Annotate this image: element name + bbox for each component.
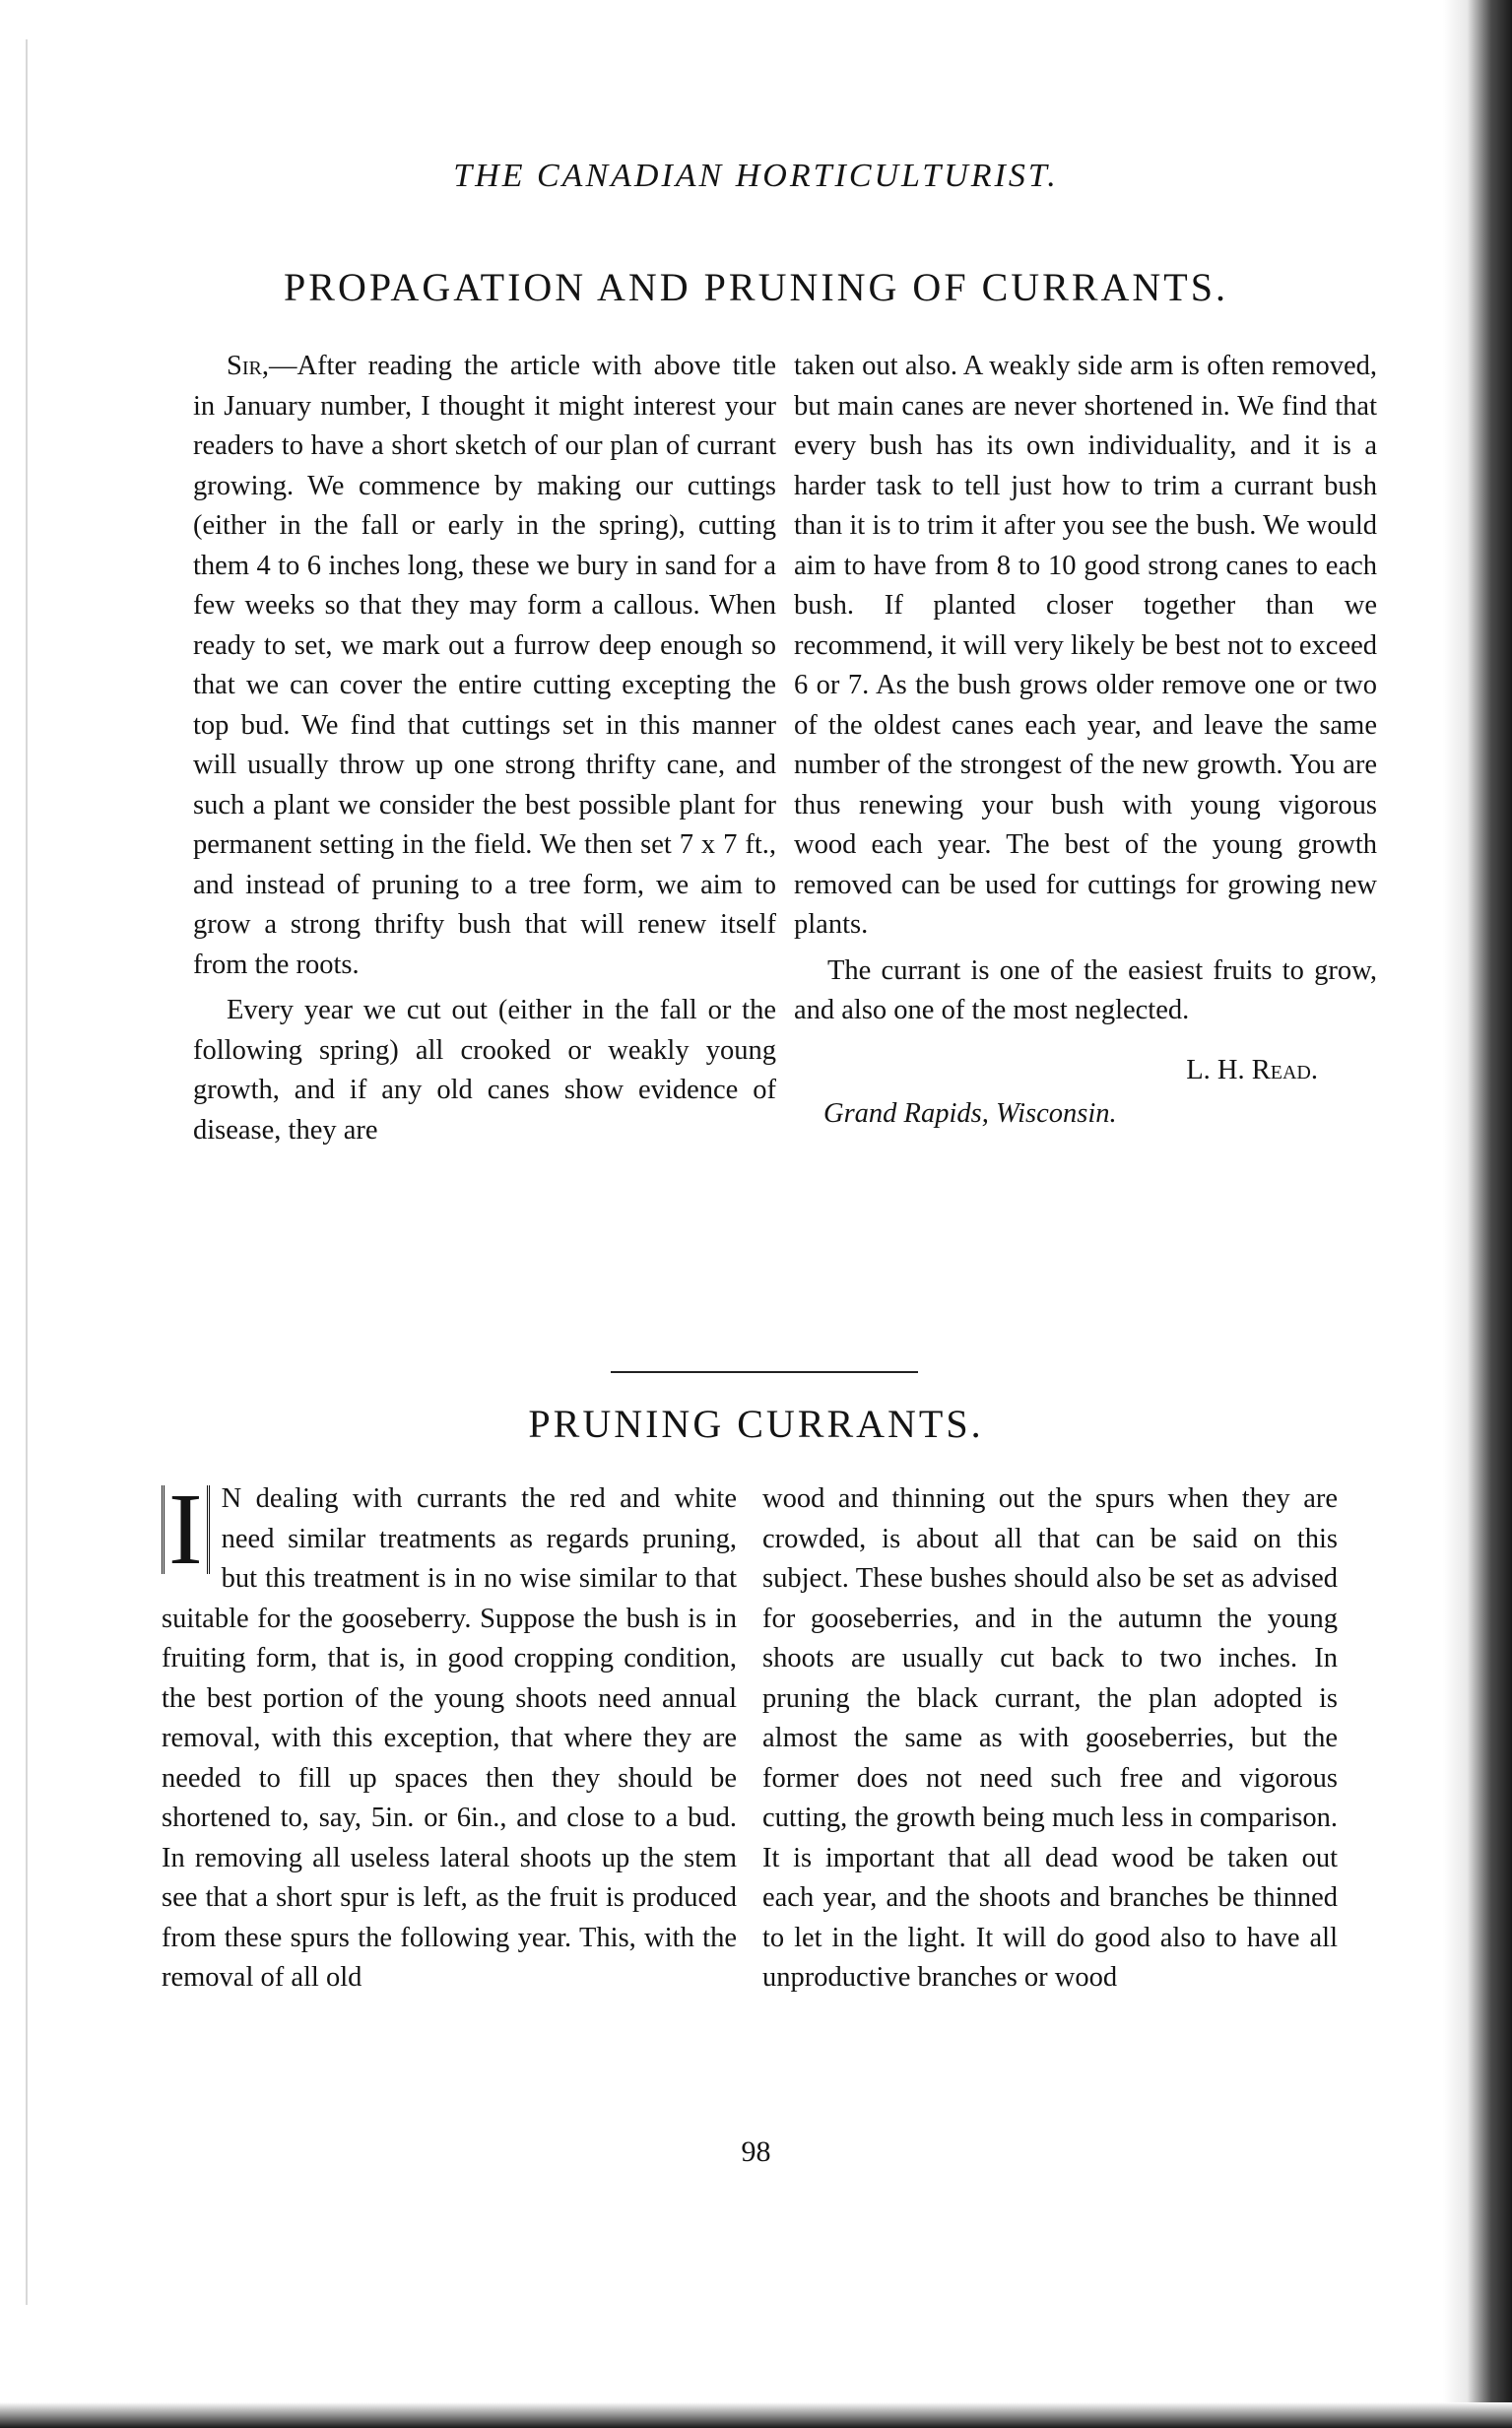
- article-title-propagation: PROPAGATION AND PRUNING OF CURRANTS.: [284, 265, 1228, 309]
- article1-paragraph-1: [193, 347, 776, 985]
- author-location: Grand Rapids, Wisconsin.: [823, 1098, 1117, 1129]
- article2-paragraph-1: [162, 1473, 737, 1999]
- author-signature: L. H. Read.: [1186, 1054, 1318, 1085]
- salutation: Sir,: [227, 351, 269, 381]
- article2-column-left: [162, 1473, 737, 1999]
- article1-paragraph-2-start: Every year we cut out (either in the fall or the following spring) all crooked or weakly young growth, and if any old canes show evidence of disease, they are: [193, 995, 776, 1146]
- article1-paragraph-3: The currant is one of the easiest fruits to grow, and also one of the most neglected.: [794, 954, 1377, 1025]
- article1-column-left: [193, 347, 776, 1150]
- scan-right-edge: [1443, 0, 1512, 2428]
- article1-paragraph-1-text: —After reading the article with above title in January number, I thought it might interest your readers to have a short sketch of our plan of currant growing. We commence by making our cuttings (either in the fall or early in the spring), cutting them 4 to 6 inches long, these we bury in sand for a few weeks so that they may form a callous. When ready to set, we mark out a furrow deep enough so that we can cover the entire cutting excepting the top bud. We find that cuttings set in this manner will usually throw up one strong thrifty cane, and such a plant we consider the best possible plant for permanent setting in the field. We then set 7 x 7 ft., and instead of pruning to a tree form, we aim to grow a strong thrifty bush that will renew itself from the roots.: [193, 351, 776, 980]
- article2-column-right-text: wood and thinning out the spurs when they are crowded, is about all that can be said on this subject. These bushes should also be set as advised for gooseberries, and in the autumn the young shoots are usually cut back to two inches. In pruning the black currant, the plan adopted is almost the same as with gooseberries, but the former does not need such free and vigorous cutting, the growth being much less in comparison. It is important that all dead wood be taken out each year, and the shoots and branches be thinned to let in the light. It will do good also to have all unproductive branches or wood: [762, 1483, 1338, 1993]
- article2-column-right: [762, 1479, 1338, 1999]
- section-divider: [611, 1371, 918, 1373]
- scan-left-edge: [26, 39, 28, 2305]
- drop-cap: I: [162, 1485, 210, 1574]
- article-title-pruning: PRUNING CURRANTS.: [528, 1402, 984, 1446]
- page-number: 98: [741, 2135, 771, 2168]
- scan-bottom-edge: [0, 2402, 1512, 2428]
- article1-column-right: [794, 347, 1377, 1135]
- article2-column-left-text: N dealing with currants the red and white need similar treatments as regards pruning, but this treatment is in no wise similar to that suitable for the gooseberry. Suppose the bush is in fruiting form, that is, in good cropping condition, the best portion of the young shoots need annual removal, with this exception, that where they are needed to fill up spaces then they should be shortened to, say, 5in. or 6in., and close to a bud. In removing all useless lateral shoots up the stem see that a short spur is left, as the fruit is produced from these spurs the following year. This, with the removal of all old: [162, 1483, 737, 1993]
- article1-paragraph-2-continued: taken out also. A weakly side arm is often removed, but main canes are never shortened in. We find that every bush has its own individuality, and it is a harder task to tell just how to trim a currant bush than it is to trim it after you see the bush. We would aim to have from 8 to 10 good strong canes to each bush. If planted closer together than we recommend, it will very likely be best not to exceed 6 or 7. As the bush grows older remove one or two of the oldest canes each year, and leave the same number of the strongest of the new growth. You are thus renewing your bush with young vigorous wood each year. The best of the young growth removed can be used for cuttings for growing new plants.: [794, 351, 1377, 940]
- running-head: THE CANADIAN HORTICULTURIST.: [453, 158, 1059, 194]
